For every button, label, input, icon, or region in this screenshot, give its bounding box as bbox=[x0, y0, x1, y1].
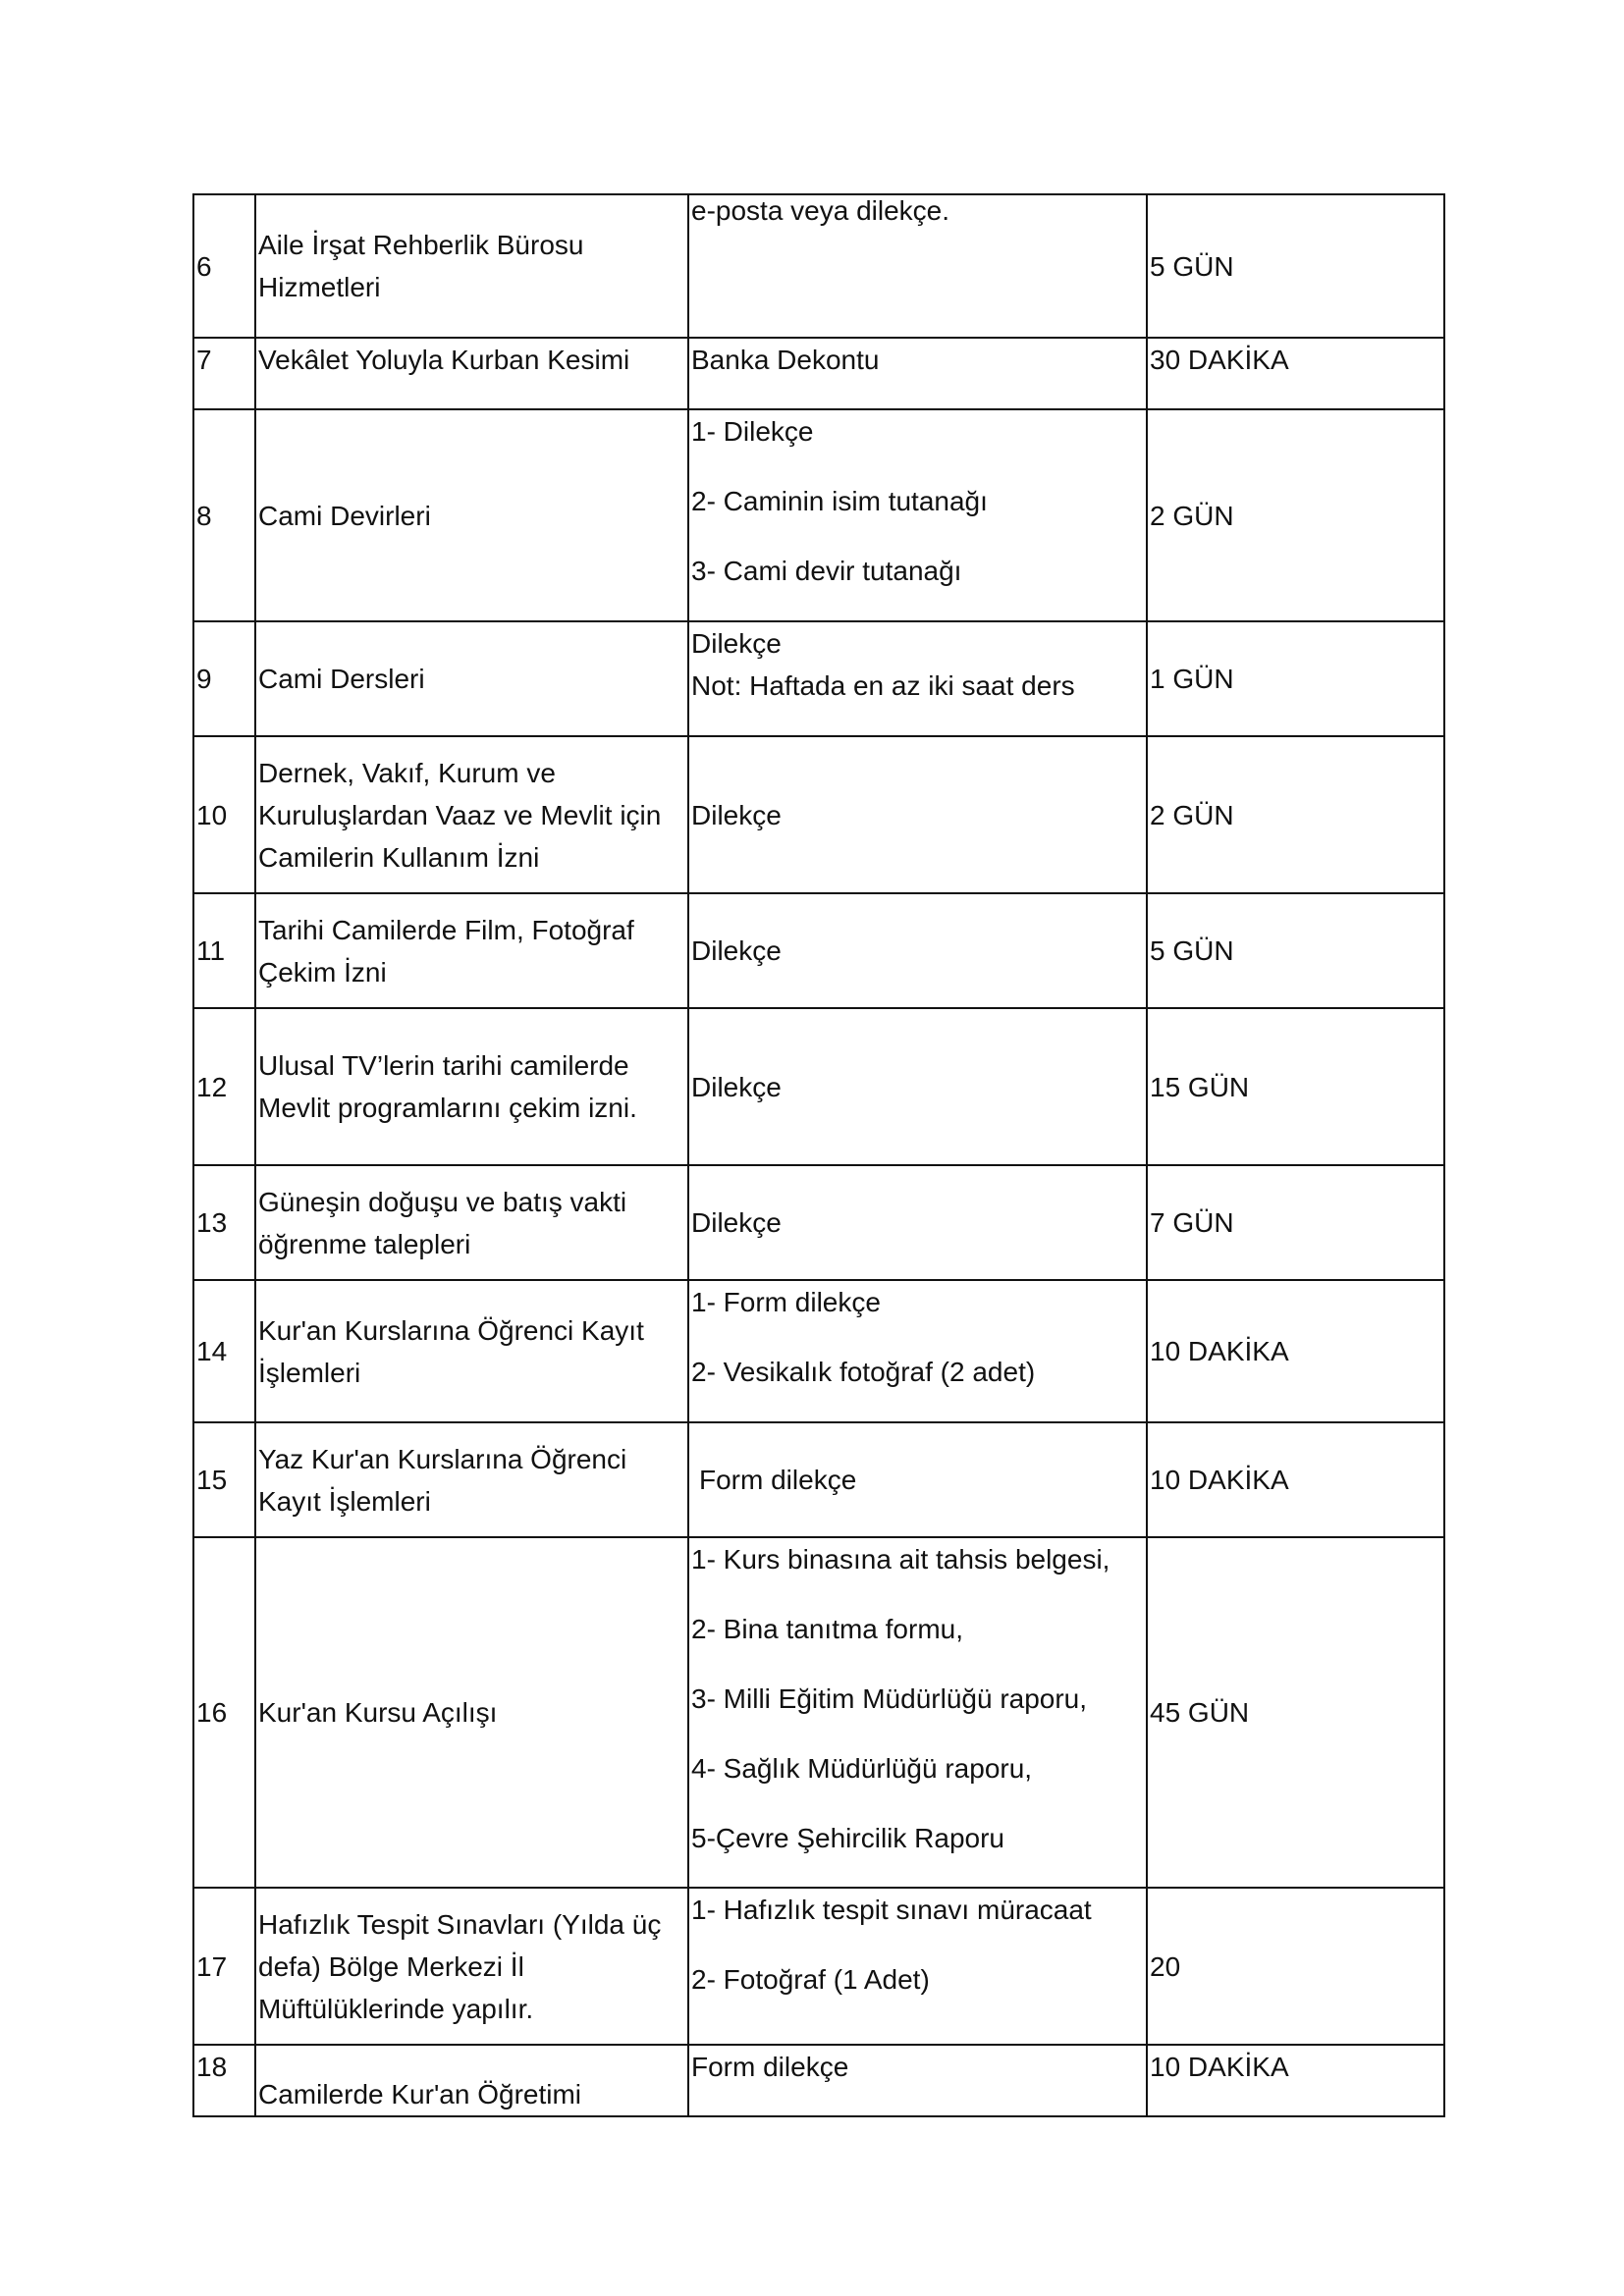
table-row bbox=[193, 1280, 1444, 1422]
document-item: e-posta veya dilekçe. bbox=[691, 195, 950, 226]
document-item: 2- Bina tanıtma formu, bbox=[691, 1614, 964, 1644]
document-item: 2- Fotoğraf (1 Adet) bbox=[691, 1964, 930, 1995]
required-documents bbox=[688, 1537, 1147, 1888]
table-row bbox=[193, 621, 1444, 736]
completion-time: 7 GÜN bbox=[1147, 1165, 1444, 1280]
table-row bbox=[193, 1165, 1444, 1280]
row-number: 11 bbox=[193, 893, 255, 1008]
completion-time: 45 GÜN bbox=[1147, 1537, 1444, 1888]
required-documents bbox=[688, 1280, 1147, 1422]
row-number: 7 bbox=[193, 338, 255, 409]
completion-time: 5 GÜN bbox=[1147, 194, 1444, 338]
row-number: 16 bbox=[193, 1537, 255, 1888]
required-documents bbox=[688, 409, 1147, 621]
table-row bbox=[193, 2045, 1444, 2116]
completion-time: 1 GÜN bbox=[1147, 621, 1444, 736]
service-name: Vekâlet Yoluyla Kurban Kesimi bbox=[255, 338, 688, 409]
service-name: Kur'an Kurslarına Öğrenci Kayıt İşlemleri bbox=[255, 1280, 688, 1422]
document-item: 2- Caminin isim tutanağı bbox=[691, 486, 988, 516]
table-row bbox=[193, 338, 1444, 409]
row-number: 13 bbox=[193, 1165, 255, 1280]
service-name: Güneşin doğuşu ve batış vakti öğrenme talepleri bbox=[255, 1165, 688, 1280]
document-item: Dilekçe bbox=[691, 1207, 782, 1238]
service-name: Ulusal TV’lerin tarihi camilerde Mevlit programlarını çekim izni. bbox=[255, 1008, 688, 1165]
document-item: 1- Kurs binasına ait tahsis belgesi, bbox=[691, 1544, 1110, 1575]
row-number: 18 bbox=[193, 2045, 255, 2116]
document-item: 1- Form dilekçe bbox=[691, 1287, 881, 1317]
completion-time: 2 GÜN bbox=[1147, 736, 1444, 893]
row-number: 17 bbox=[193, 1888, 255, 2045]
document-item: Banka Dekontu bbox=[691, 345, 880, 375]
table-row bbox=[193, 1422, 1444, 1537]
document-item: 4- Sağlık Müdürlüğü raporu, bbox=[691, 1753, 1033, 1784]
document-item: 5-Çevre Şehircilik Raporu bbox=[691, 1823, 1005, 1853]
service-name: Tarihi Camilerde Film, Fotoğraf Çekim İzni bbox=[255, 893, 688, 1008]
completion-time: 10 DAKİKA bbox=[1147, 2045, 1444, 2116]
services-table bbox=[192, 193, 1445, 2117]
table-row bbox=[193, 893, 1444, 1008]
required-documents bbox=[688, 1422, 1147, 1537]
service-name: Dernek, Vakıf, Kurum ve Kuruluşlardan Vaaz ve Mevlit için Camilerin Kullanım İzni bbox=[255, 736, 688, 893]
service-name: Camilerde Kur'an Öğretimi bbox=[255, 2045, 688, 2116]
document-item: Form dilekçe bbox=[699, 1465, 857, 1495]
row-number: 6 bbox=[193, 194, 255, 338]
completion-time: 30 DAKİKA bbox=[1147, 338, 1444, 409]
completion-time: 2 GÜN bbox=[1147, 409, 1444, 621]
document-item: Dilekçe bbox=[691, 1071, 782, 1102]
table-row bbox=[193, 1537, 1444, 1888]
required-documents bbox=[688, 1165, 1147, 1280]
required-documents bbox=[688, 621, 1147, 736]
completion-time: 15 GÜN bbox=[1147, 1008, 1444, 1165]
document-item: Form dilekçe bbox=[691, 2052, 849, 2082]
required-documents bbox=[688, 338, 1147, 409]
completion-time: 20 bbox=[1147, 1888, 1444, 2045]
required-documents bbox=[688, 893, 1147, 1008]
row-number: 14 bbox=[193, 1280, 255, 1422]
document-item: Dilekçe bbox=[691, 628, 782, 659]
table-row bbox=[193, 1888, 1444, 2045]
document-item: Dilekçe bbox=[691, 799, 782, 830]
required-documents bbox=[688, 194, 1147, 338]
completion-time: 10 DAKİKA bbox=[1147, 1280, 1444, 1422]
service-name: Cami Devirleri bbox=[255, 409, 688, 621]
required-documents bbox=[688, 1888, 1147, 2045]
required-documents bbox=[688, 736, 1147, 893]
table-row bbox=[193, 194, 1444, 338]
service-name: Kur'an Kursu Açılışı bbox=[255, 1537, 688, 1888]
service-name: Aile İrşat Rehberlik Bürosu Hizmetleri bbox=[255, 194, 688, 338]
document-item: 2- Vesikalık fotoğraf (2 adet) bbox=[691, 1357, 1036, 1387]
row-number: 15 bbox=[193, 1422, 255, 1537]
completion-time: 5 GÜN bbox=[1147, 893, 1444, 1008]
row-number: 8 bbox=[193, 409, 255, 621]
required-documents bbox=[688, 1008, 1147, 1165]
table-row bbox=[193, 736, 1444, 893]
document-item: 1- Hafızlık tespit sınavı müracaat bbox=[691, 1895, 1092, 1925]
document-item: 1- Dilekçe bbox=[691, 416, 814, 447]
document-item: 3- Milli Eğitim Müdürlüğü raporu, bbox=[691, 1683, 1088, 1714]
service-name: Cami Dersleri bbox=[255, 621, 688, 736]
service-name: Yaz Kur'an Kurslarına Öğrenci Kayıt İşlemleri bbox=[255, 1422, 688, 1537]
required-documents bbox=[688, 2045, 1147, 2116]
note-text: Not: Haftada en az iki saat ders bbox=[691, 670, 1075, 701]
completion-time: 10 DAKİKA bbox=[1147, 1422, 1444, 1537]
service-name: Hafızlık Tespit Sınavları (Yılda üç defa) Bölge Merkezi İl Müftülüklerinde yapılır. bbox=[255, 1888, 688, 2045]
row-number: 10 bbox=[193, 736, 255, 893]
table-row bbox=[193, 1008, 1444, 1165]
row-number: 12 bbox=[193, 1008, 255, 1165]
table-row bbox=[193, 409, 1444, 621]
document-item: 3- Cami devir tutanağı bbox=[691, 556, 962, 586]
row-number: 9 bbox=[193, 621, 255, 736]
document-item: Dilekçe bbox=[691, 935, 782, 966]
